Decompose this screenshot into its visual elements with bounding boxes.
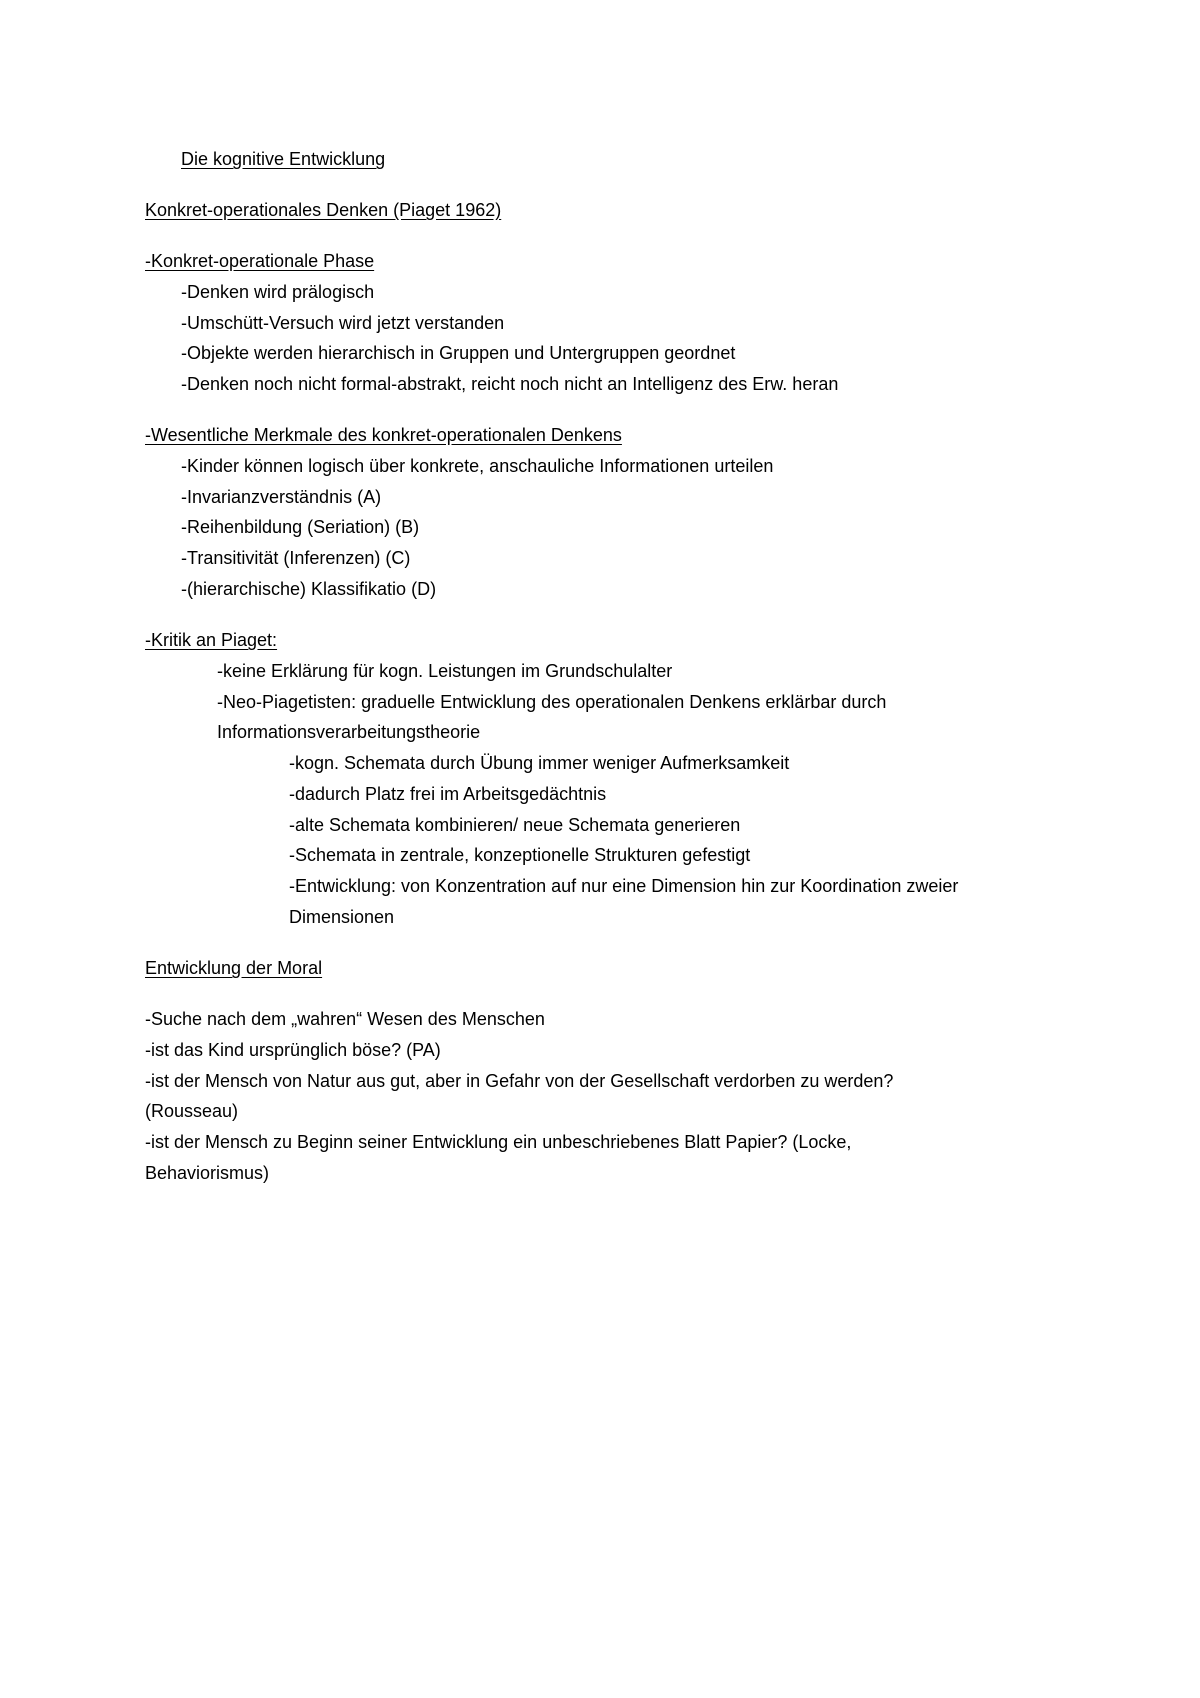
list-item: -Denken noch nicht formal-abstrakt, reicht noch nicht an Intelligenz des Erw. heran (181, 374, 839, 394)
sub-list-item: -kogn. Schemata durch Übung immer weniger Aufmerksamkeit (289, 753, 790, 773)
document-title: Die kognitive Entwicklung (181, 149, 386, 169)
list-item: -Neo-Piagetisten: graduelle Entwicklung des operationalen Denkens erklärbar durch (217, 692, 887, 712)
list-item: -ist der Mensch zu Beginn seiner Entwicklung ein unbeschriebenes Blatt Papier? (Locke, (145, 1132, 852, 1152)
list-item: -Reihenbildung (Seriation) (B) (181, 517, 420, 537)
list-item: -Kinder können logisch über konkrete, anschauliche Informationen urteilen (181, 456, 774, 476)
list-item: -Denken wird prälogisch (181, 282, 375, 302)
list-item: -keine Erklärung für kogn. Leistungen im Grundschulalter (217, 661, 673, 681)
list-item: -Objekte werden hierarchisch in Gruppen und Untergruppen geordnet (181, 343, 736, 363)
subsection-heading-kritik: -Kritik an Piaget: (145, 630, 278, 650)
list-item: -(hierarchische) Klassifikatio (D) (181, 579, 437, 599)
section-heading-konkret-operationales-denken: Konkret-operationales Denken (Piaget 1962) (145, 200, 502, 220)
list-item: -Invarianzverständnis (A) (181, 487, 382, 507)
section-heading-moral: Entwicklung der Moral (145, 958, 323, 978)
list-item-continuation: Informationsverarbeitungstheorie (217, 722, 481, 742)
list-item-continuation: (Rousseau) (145, 1101, 239, 1121)
list-item: -Suche nach dem „wahren“ Wesen des Menschen (145, 1009, 545, 1029)
sub-list-item: -alte Schemata kombinieren/ neue Schemata generieren (289, 815, 741, 835)
subsection-heading-merkmale: -Wesentliche Merkmale des konkret-operationalen Denkens (145, 425, 622, 445)
sub-list-item: -Schemata in zentrale, konzeptionelle Strukturen gefestigt (289, 845, 751, 865)
list-item: -ist das Kind ursprünglich böse? (PA) (145, 1040, 441, 1060)
list-item-continuation: Behaviorismus) (145, 1163, 270, 1183)
subsection-heading-phase: -Konkret-operationale Phase (145, 251, 375, 271)
sub-list-item: -Entwicklung: von Konzentration auf nur eine Dimension hin zur Koordination zweier (289, 876, 959, 896)
list-item: -Umschütt-Versuch wird jetzt verstanden (181, 313, 505, 333)
sub-list-item: -dadurch Platz frei im Arbeitsgedächtnis (289, 784, 607, 804)
list-item: -Transitivität (Inferenzen) (C) (181, 548, 411, 568)
list-item: -ist der Mensch von Natur aus gut, aber in Gefahr von der Gesellschaft verdorben zu werden? (145, 1071, 894, 1091)
sub-list-item-continuation: Dimensionen (289, 907, 395, 927)
